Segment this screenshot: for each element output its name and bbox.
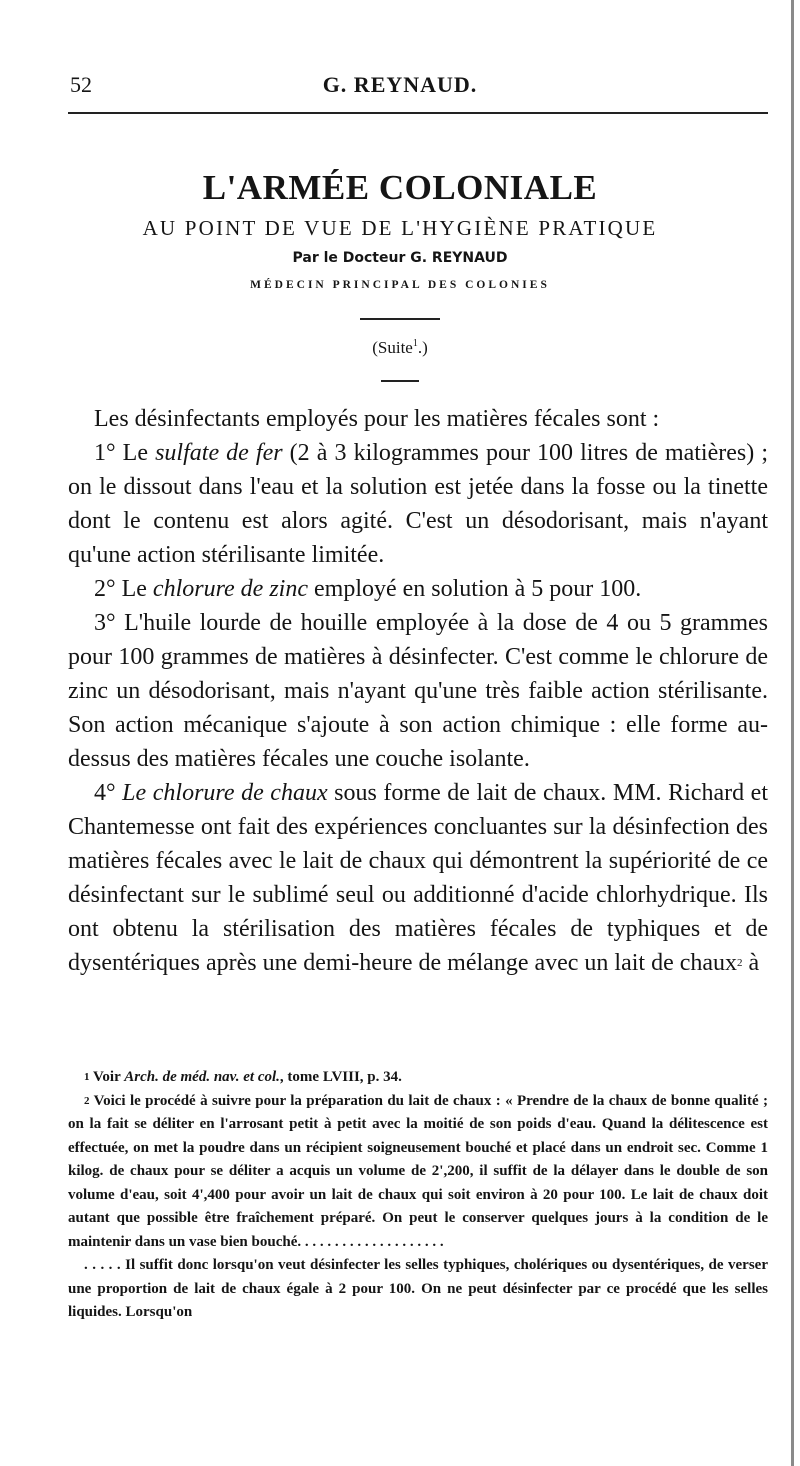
item-number: 2° Le bbox=[94, 576, 153, 602]
page-number: 52 bbox=[70, 72, 92, 97]
author-rank: MÉDECIN PRINCIPAL DES COLONIES bbox=[250, 279, 550, 291]
item-number: 1° Le bbox=[94, 440, 156, 466]
item-term: Le chlorure de chaux bbox=[122, 780, 328, 806]
item-chlorure-de-zinc bbox=[68, 572, 768, 606]
running-head bbox=[0, 72, 800, 102]
footnote-text: Voir bbox=[89, 1069, 125, 1085]
item-tail: à bbox=[742, 950, 760, 976]
footnote-text: Voici le procédé à suivre pour la préparation du lait de chaux : « Prendre de la chaux de bonne qualité ; on la fait se déliter en l'arrosant petit à petit avec la moitié de son poids d'eau. Quand la délitescence est effectuée, on met la poudre dans un récipient soigneusement bouché et placé dans un endroit sec. Comme 1 kilog. de chaux pour se déliter a acquis un volume de 2',200, il suffit de la délayer dans le double de son volume d'eau, soit 4',400 pour avoir un lait de chaux qui soit environ à 20 pour 100. Le lait de chaux doit autant que possible être fraîchement préparé. On peut le conserver quelques jours à la condition de le maintenir dans un vase bien bouché. . . . . . . . . . . . . . . . . . . . bbox=[68, 1092, 768, 1250]
item-huile-lourde: 3° L'huile lourde de houille employée à la dose de 4 ou 5 grammes pour 100 grammes de matières à désinfecter. C'est comme le chlorure de zinc un désodorisant, mais n'ayant qu'une très faible action stérilisante. Son action mécanique s'ajoute à son action chimique : elle forme au-dessus des matières fécales une couche isolante. bbox=[68, 610, 768, 772]
item-term: sulfate de fer bbox=[155, 440, 283, 466]
item-text: (2 à 3 kilogrammes pour 100 litres de matières) ; on le dissout dans l'eau et la solution est jetée dans la fosse ou la tinette dont le contenu est alors agité. C'est un désodorisant, mais n'ayant qu'une action stérilisante limitée. bbox=[68, 440, 768, 568]
title-divider bbox=[360, 318, 440, 320]
item-chlorure-de-chaux bbox=[68, 776, 768, 980]
footnote-source: Arch. de méd. nav. et col. bbox=[124, 1069, 280, 1085]
section-divider bbox=[381, 380, 419, 382]
footnote-2-continued: . . . . . Il suffit donc lorsqu'on veut désinfecter les selles typhiques, cholériques ou dysentériques, de verser une proportion de lait de chaux égale à 2 pour 100. On ne peut désinfecter par ce procédé que les selles liquides. Lorsqu'on bbox=[68, 1257, 768, 1320]
item-number: 4° bbox=[94, 780, 123, 806]
item-sulfate-de-fer bbox=[68, 436, 768, 572]
footnote-text: , tome LVIII, p. 34. bbox=[279, 1069, 402, 1085]
footnote-1 bbox=[68, 1066, 768, 1090]
continuation-close: .) bbox=[417, 338, 428, 357]
item-text: employé en solution à 5 pour 100. bbox=[308, 576, 642, 602]
article-title: L'ARMÉE COLONIALE bbox=[202, 168, 598, 207]
item-text: sous forme de lait de chaux. MM. Richard et Chantemesse ont fait des expériences concluantes sur la désinfection des matières fécales avec le lait de chaux qui démontrent la supériorité de ce désinfectant sur le sublimé seul ou additionné d'acide chlorhydrique. Ils ont obtenu la stérilisation des matières fécales de typhiques et de dysentériques après une demi-heure de mélange avec un lait de chaux bbox=[68, 780, 768, 976]
article-byline: Par le Docteur G. REYNAUD bbox=[292, 250, 508, 266]
body-text bbox=[68, 402, 768, 980]
footnote-mark: 1 bbox=[84, 1071, 90, 1083]
continuation-text: (Suite bbox=[372, 338, 413, 357]
running-title: G. REYNAUD. bbox=[322, 72, 478, 97]
article-subtitle: AU POINT DE VUE DE L'HYGIÈNE PRATIQUE bbox=[142, 216, 658, 240]
item-term: chlorure de zinc bbox=[152, 576, 308, 602]
continuation-note-mark: 1 bbox=[412, 338, 418, 349]
footnote-ref: 2 bbox=[737, 957, 743, 969]
continuation-label bbox=[0, 338, 800, 358]
header-rule bbox=[68, 112, 768, 114]
footnotes bbox=[68, 1066, 768, 1325]
footnote-2 bbox=[68, 1090, 768, 1255]
intro-paragraph: Les désinfectants employés pour les matières fécales sont : bbox=[94, 406, 660, 432]
footnote-mark: 2 bbox=[84, 1094, 90, 1107]
